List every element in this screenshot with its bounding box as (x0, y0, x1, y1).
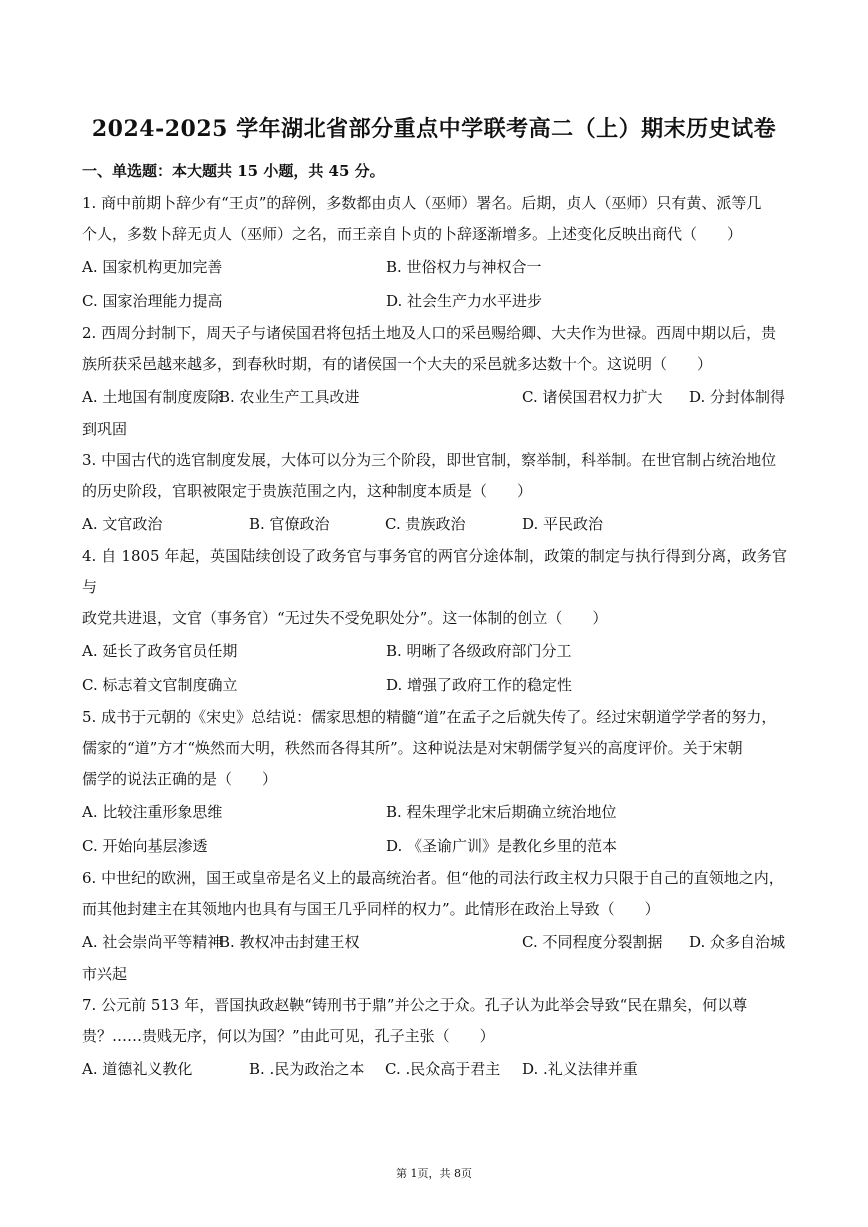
option-d-continued: 到巩固 (82, 420, 128, 438)
option-b[interactable]: B. 农业生产工具改进 (219, 388, 360, 406)
option-b[interactable]: B. 教权冲击封建王权 (219, 933, 360, 951)
question-stem-line: 儒家的“道”方才“焕然而大明，秩然而各得其所”。这种说法是对宋朝儒学复兴的高度评价。关于宋朝 (82, 739, 743, 757)
options (82, 795, 787, 863)
option-c[interactable]: C. 标志着文官制度确立 (82, 676, 238, 694)
question-stem-line: 族所获采邑越来越多，到春秋时期，有的诸侯国一个大夫的采邑就多达数十个。这说明（ ） (82, 355, 713, 373)
options (82, 634, 787, 702)
options (82, 925, 787, 959)
question-6 (82, 863, 787, 990)
question-stem-line: 6. 中世纪的欧洲，国王或皇帝是名义上的最高统治者。但“他的司法行政主权力只限于自己的直领地之内， (82, 869, 784, 887)
question-7 (82, 990, 787, 1086)
option-a[interactable]: A. 国家机构更加完善 (82, 258, 223, 276)
options (82, 507, 787, 541)
option-a[interactable]: A. 道德礼义教化 (82, 1060, 193, 1078)
exam-content (82, 158, 787, 1086)
question-stem-line: 5. 成书于元朝的《宋史》总结说：儒家思想的精髓“道”在孟子之后就失传了。经过宋朝道学学者的努力， (82, 708, 777, 726)
question-1 (82, 188, 787, 318)
option-c[interactable]: C. 国家治理能力提高 (82, 292, 223, 310)
option-a[interactable]: A. 文官政治 (82, 515, 163, 533)
question-5 (82, 702, 787, 863)
question-stem-line: 儒学的说法正确的是（ ） (82, 770, 278, 788)
option-d[interactable]: D. .礼义法律并重 (522, 1060, 638, 1078)
question-stem-line: 而其他封建主在其领地内也具有与国王几乎同样的权力”。此情形在政治上导致（ ） (82, 900, 660, 918)
option-b[interactable]: B. 明晰了各级政府部门分工 (386, 642, 572, 660)
option-d-continued: 市兴起 (82, 965, 128, 983)
question-stem-line: 的历史阶段，官职被限定于贵族范围之内，这种制度本质是（ ） (82, 482, 533, 500)
option-b[interactable]: B. .民为政治之本 (249, 1060, 365, 1078)
question-stem-line: 4. 自 1805 年起，英国陆续创设了政务官与事务官的两官分途体制，政策的制定与执行得到分离，政务官与 (82, 547, 787, 596)
question-2 (82, 318, 787, 445)
option-a[interactable]: A. 延长了政务官员任期 (82, 642, 238, 660)
option-c[interactable]: C. 不同程度分裂割据 (522, 933, 663, 951)
option-d[interactable]: D. 众多自治城 (689, 933, 786, 951)
option-c[interactable]: C. 诸侯国君权力扩大 (522, 388, 663, 406)
question-4 (82, 541, 787, 702)
question-stem-line: 贵？……贵贱无序，何以为国？”由此可见，孔子主张（ ） (82, 1027, 495, 1045)
option-a[interactable]: A. 比较注重形象思维 (82, 803, 223, 821)
section-heading: 一、单选题：本大题共 15 小题，共 45 分。 (82, 162, 385, 180)
question-stem-line: 个人，多数卜辞无贞人（巫师）之名，而王亲自卜贞的卜辞逐渐增多。上述变化反映出商代（ ） (82, 225, 743, 243)
option-d[interactable]: D. 《圣谕广训》是教化乡里的范本 (386, 837, 618, 855)
page-title: 2024-2025 学年湖北省部分重点中学联考高二（上）期末历史试卷 (91, 116, 777, 142)
option-d[interactable]: D. 社会生产力水平进步 (386, 292, 543, 310)
option-a[interactable]: A. 土地国有制度废除 (82, 388, 223, 406)
option-b[interactable]: B. 官僚政治 (249, 515, 330, 533)
option-a[interactable]: A. 社会崇尚平等精神 (82, 933, 223, 951)
options (82, 1052, 787, 1086)
option-d[interactable]: D. 分封体制得 (689, 388, 786, 406)
options (82, 380, 787, 414)
option-c[interactable]: C. 开始向基层渗透 (82, 837, 208, 855)
question-stem-line: 1. 商中前期卜辞少有“王贞”的辞例，多数都由贞人（巫师）署名。后期，贞人（巫师）只有黄、派等几 (82, 194, 762, 212)
question-stem-line: 政党共进退，文官（事务官）“无过失不受免职处分”。这一体制的创立（ ） (82, 609, 608, 627)
question-stem-line: 7. 公元前 513 年，晋国执政赵鞅“铸刑书于鼎”并公之于众。孔子认为此举会导致“民在鼎矣，何以尊 (82, 996, 748, 1014)
option-b[interactable]: B. 世俗权力与神权合一 (386, 258, 542, 276)
question-stem-line: 2. 西周分封制下，周天子与诸侯国君将包括土地及人口的采邑赐给卿、大夫作为世禄。西周中期以后，贵 (82, 324, 777, 342)
option-c[interactable]: C. .民众高于君主 (385, 1060, 501, 1078)
option-d[interactable]: D. 平民政治 (522, 515, 604, 533)
option-d[interactable]: D. 增强了政府工作的稳定性 (386, 676, 573, 694)
option-c[interactable]: C. 贵族政治 (385, 515, 466, 533)
question-3 (82, 445, 787, 541)
option-b[interactable]: B. 程朱理学北宋后期确立统治地位 (386, 803, 617, 821)
page-footer: 第 1页，共 8页 (396, 1167, 472, 1180)
question-stem-line: 3. 中国古代的选官制度发展，大体可以分为三个阶段，即世官制，察举制，科举制。在世官制占统治地位 (82, 451, 777, 469)
options (82, 250, 787, 318)
